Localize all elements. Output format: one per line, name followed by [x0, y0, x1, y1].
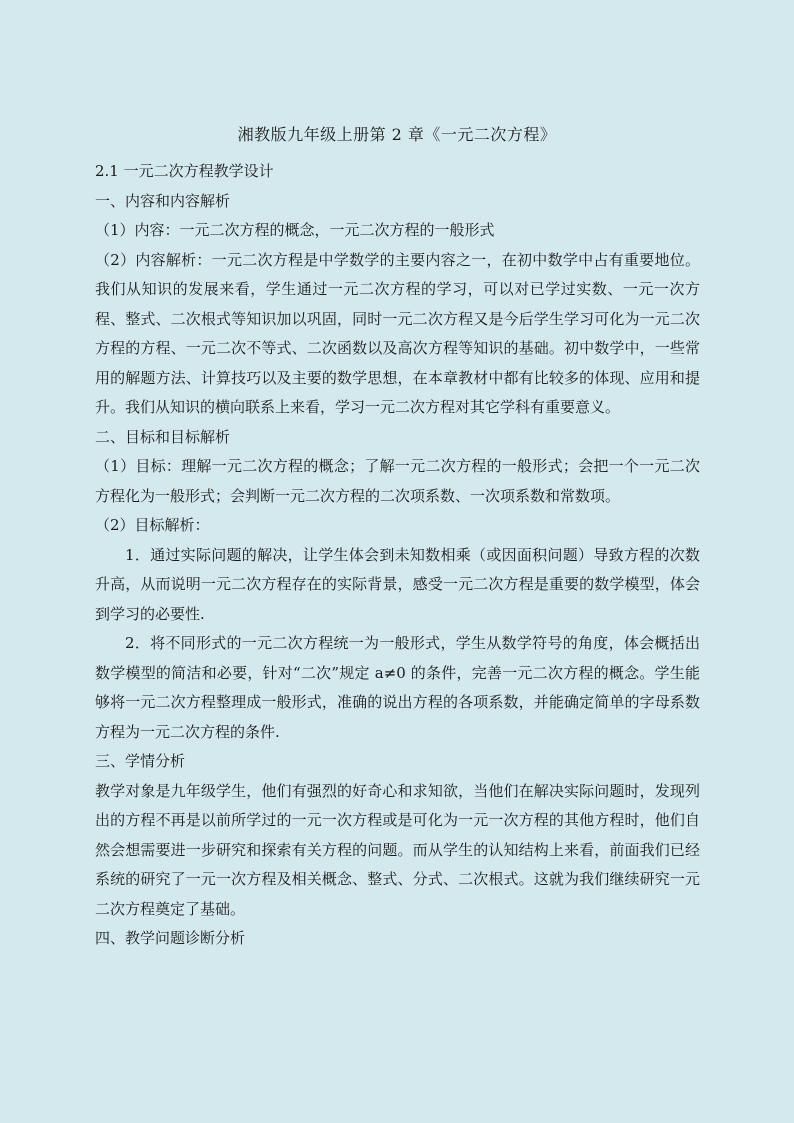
learner-analysis-paragraph: 教学对象是九年级学生，他们有强烈的好奇心和求知欲，当他们在解决实际问题时，发现列出的方程不再是以前所学过的一元一次方程或是可化为一元一次方程的其他方程时，他们自然会想需要进一步研究和探索有关方程的问题。而从学生的认知结构上来看，前面我们已经系统的研究了一元一次方程及相关概念、整式、分式、二次根式。这就为我们继续研究一元二次方程奠定了基础。 — [95, 781, 700, 918]
goal-item-1: 1．通过实际问题的解决，让学生体会到未知数相乘（或因面积问题）导致方程的次数升高，从而说明一元二次方程存在的实际背景，感受一元二次方程是重要的数学模型，体会到学习的必要性. — [95, 545, 700, 623]
content-analysis-paragraph: （2）内容解析：一元二次方程是中学数学的主要内容之一，在初中数学中占有重要地位。我们从知识的发展来看，学生通过一元二次方程的学习，可以对已学过实数、一元一次方程、整式、二次根式等知识加以巩固，同时一元二次方程又是今后学生学习可化为一元二次方程的方程、一元二次不等式、二次函数以及高次方程等知识的基础。初中数学中，一些常用的解题方法、计算技巧以及主要的数学思想，在本章教材中都有比较多的体现、应用和提升。我们从知识的横向联系上来看，学习一元二次方程对其它学科有重要意义。 — [95, 250, 700, 416]
part4-heading: 四、教学问题诊断分析 — [95, 929, 246, 947]
goal-paragraph: （1）目标：理解一元二次方程的概念；了解一元二次方程的一般形式；会把一个一元二次方程化为一般形式；会判断一元二次方程的二次项系数、一次项系数和常数项。 — [95, 457, 700, 505]
part2-heading: 二、目标和目标解析 — [95, 427, 231, 446]
part1-heading: 一、内容和内容解析 — [95, 191, 231, 210]
section-heading: 2.1 一元二次方程教学设计 — [95, 162, 274, 180]
goal-item-2: 2．将不同形式的一元二次方程统一为一般形式，学生从数学符号的角度，体会概括出数学模型的简洁和必要，针对“二次”规定 a≠0 的条件，完善一元二次方程的概念。学生能够将一元二次方程整理成一般形式，准确的说出方程的各项系数，并能确定简单的字母系数方程为一元二次方程的条件. — [95, 634, 700, 741]
content-line: （1）内容：一元二次方程的概念，一元二次方程的一般形式 — [95, 221, 495, 239]
goal-analysis-label: （2）目标解析： — [95, 516, 210, 534]
part3-heading: 三、学情分析 — [95, 752, 186, 770]
document-body — [95, 157, 700, 954]
document-title: 湘教版九年级上册第 2 章《一元二次方程》 — [237, 125, 557, 144]
